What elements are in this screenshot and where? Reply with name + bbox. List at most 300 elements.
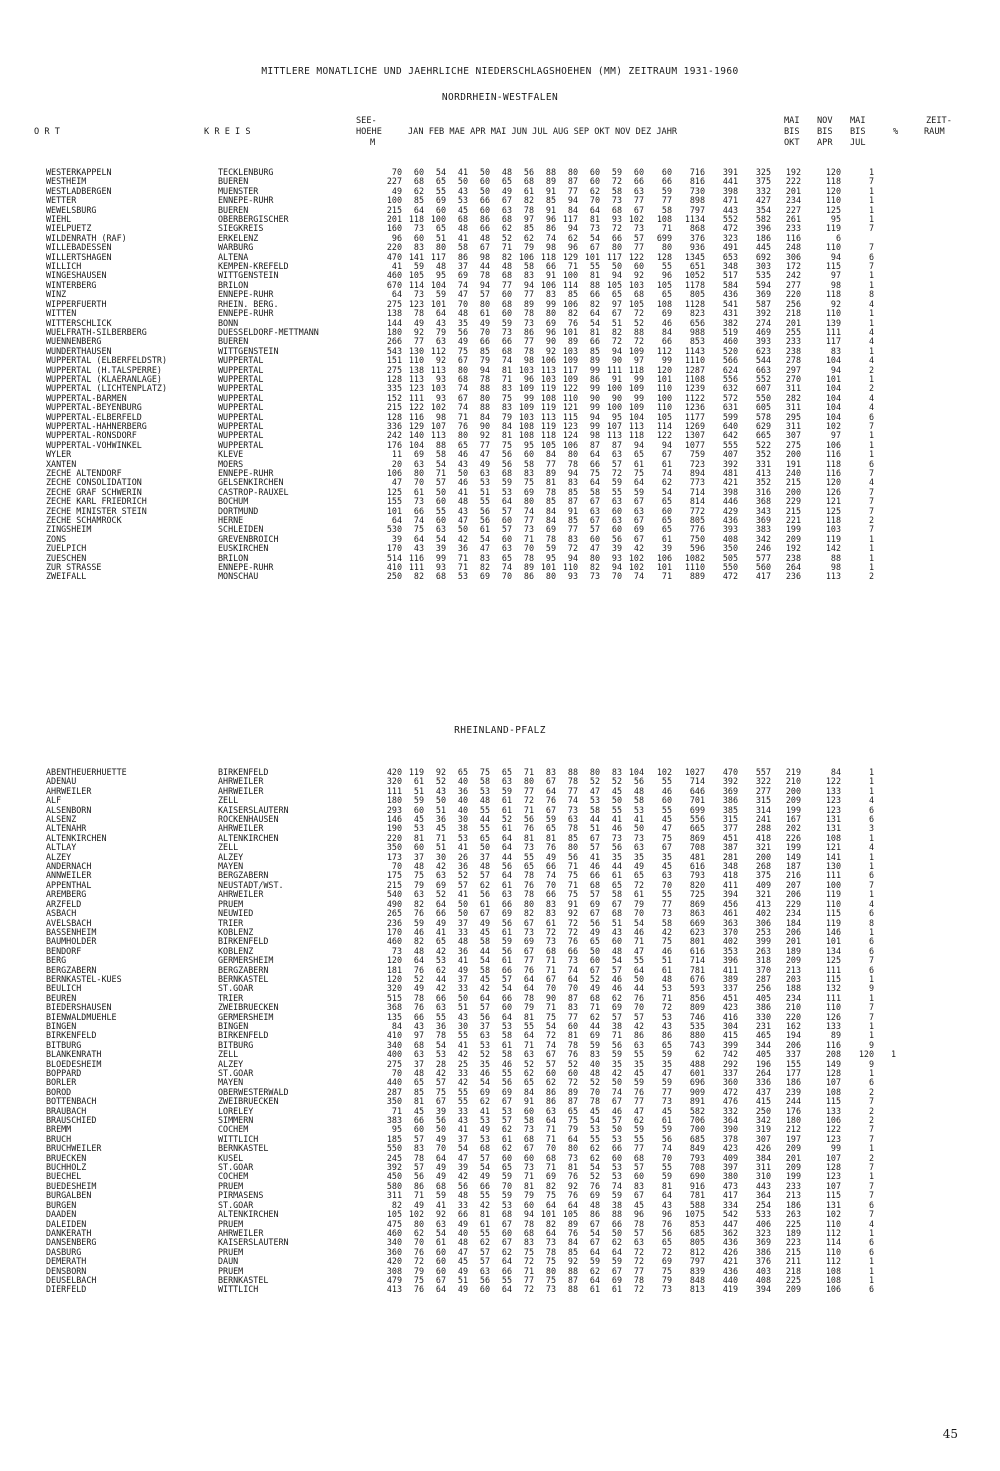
cell-ort: BREMM (46, 1125, 72, 1135)
cell-mai-okt: 451 (722, 833, 738, 843)
cell-mai: 70 (501, 572, 512, 582)
cell-okt: 61 (611, 1285, 622, 1295)
cell-elevation: 420 (386, 1257, 402, 1267)
cell-mai-okt: 447 (722, 1219, 738, 1229)
cell-mai: 60 (501, 1228, 512, 1238)
cell-aug: 87 (567, 1097, 578, 1107)
cell-ort: WIEHL (46, 215, 72, 225)
cell-jun: 52 (523, 1059, 534, 1069)
cell-nov: 46 (633, 927, 644, 937)
cell-mai: 61 (501, 824, 512, 834)
cell-mai-okt: 417 (722, 1191, 738, 1201)
cell-nov: 67 (633, 497, 644, 507)
cell-mai-jul: 248 (785, 243, 801, 253)
table-row (46, 1041, 896, 1050)
cell-mai-okt: 337 (722, 1069, 738, 1078)
cell-elevation: 101 (386, 506, 402, 516)
cell-jan: 65 (413, 1078, 424, 1088)
cell-elevation: 336 (386, 421, 402, 431)
cell-apr: 44 (479, 262, 490, 272)
cell-okt: 80 (611, 243, 622, 253)
cell-nov-apr: 418 (755, 833, 771, 843)
cell-mai-okt: 402 (722, 937, 738, 947)
cell-apr: 65 (479, 833, 490, 843)
cell-nov: 102 (628, 553, 644, 563)
cell-jan: 37 (413, 1059, 424, 1069)
cell-okt: 57 (611, 459, 622, 469)
cell-sep: 49 (589, 927, 600, 937)
table-row (46, 806, 896, 815)
cell-sep: 55 (589, 262, 600, 272)
cell-percent: 120 (825, 478, 841, 488)
cell-zeitraum: 7 (868, 1163, 874, 1173)
cell-ort: BUCHHOLZ (46, 1163, 87, 1173)
cell-okt: 51 (611, 918, 622, 928)
cell-kreis: ALZEY (218, 1059, 244, 1069)
cell-mai-jul: 234 (785, 993, 801, 1003)
cell-zeitraum: 4 (868, 299, 874, 309)
cell-percent: 94 (830, 365, 841, 375)
table-row (46, 271, 874, 280)
cell-okt: 94 (611, 346, 622, 356)
cell-aug: 80 (567, 450, 578, 460)
cell-aug: 88 (567, 1285, 578, 1295)
cell-nov-apr: 342 (755, 534, 771, 544)
cell-jan: 53 (413, 824, 424, 834)
cell-mai-okt: 436 (722, 290, 738, 300)
table-row (46, 290, 874, 299)
cell-mai: 67 (501, 1219, 512, 1229)
cell-kreis: SIMMERN (218, 1116, 254, 1126)
cell-nov: 52 (633, 318, 644, 328)
cell-ort: ZONS (46, 534, 67, 544)
cell-sep: 62 (589, 186, 600, 196)
cell-mai-jul: 189 (785, 1228, 801, 1238)
cell-aug: 94 (567, 553, 578, 563)
cell-aug: 74 (567, 965, 578, 975)
cell-apr: 67 (479, 909, 490, 919)
cell-nov-apr: 544 (755, 356, 771, 366)
cell-mae: 53 (457, 833, 468, 843)
cell-jul: 67 (545, 805, 556, 815)
cell-mai-jul: 188 (785, 984, 801, 994)
cell-jul: 72 (545, 1031, 556, 1041)
cell-jun: 89 (523, 563, 534, 573)
cell-jan: 129 (408, 421, 424, 431)
cell-kreis: BRILON (218, 280, 249, 290)
cell-nov: 109 (628, 384, 644, 394)
table-row (46, 1248, 896, 1257)
cell-jahr: 714 (689, 956, 705, 966)
cell-elevation: 293 (386, 805, 402, 815)
cell-elevation: 550 (386, 1144, 402, 1154)
cell-sep: 64 (589, 205, 600, 215)
cell-elevation: 95 (391, 1125, 402, 1135)
cell-sep: 61 (589, 1285, 600, 1295)
cell-percent: 120 (825, 168, 841, 177)
cell-ort: WUPPERTAL-BEYENBURG (46, 403, 142, 413)
cell-elevation: 128 (386, 412, 402, 422)
cell-okt: 82 (611, 327, 622, 337)
cell-nov: 77 (633, 196, 644, 206)
cell-mae: 48 (457, 309, 468, 319)
cell-okt: 72 (611, 469, 622, 478)
cell-nov-apr: 445 (755, 243, 771, 253)
cell-nov-apr: 306 (755, 918, 771, 928)
cell-jul: 63 (545, 1106, 556, 1116)
cell-okt: 73 (611, 196, 622, 206)
cell-jahr: 1027 (684, 768, 705, 777)
cell-ort: WUPPERTAL (H.TALSPERRE) (46, 365, 162, 375)
cell-percent: 104 (825, 384, 841, 394)
cell-ort: WILDENRATH (RAF) (46, 233, 127, 243)
cell-kreis: BERNKASTEL (218, 974, 269, 984)
cell-jan: 73 (413, 224, 424, 234)
cell-mai-okt: 541 (722, 299, 738, 309)
cell-feb: 67 (435, 1275, 446, 1285)
cell-aug: 85 (567, 290, 578, 300)
cell-percent: 102 (825, 421, 841, 431)
cell-jul: 81 (545, 833, 556, 843)
table-row (46, 824, 896, 833)
cell-ort: WINZ (46, 290, 67, 300)
cell-zeitraum: 2 (868, 384, 874, 394)
cell-aug: 92 (567, 1257, 578, 1267)
cell-mae: 43 (457, 506, 468, 516)
cell-ort: WEWELSBURG (46, 205, 97, 215)
cell-dez: 53 (661, 1012, 672, 1022)
cell-elevation: 320 (386, 984, 402, 994)
cell-zeitraum: 1 (868, 450, 874, 460)
cell-mai-okt: 407 (722, 450, 738, 460)
cell-kreis: ENNEPE-RUHR (218, 309, 274, 319)
cell-okt: 90 (611, 356, 622, 366)
cell-jul: 86 (545, 1087, 556, 1097)
cell-nov-apr: 246 (755, 544, 771, 554)
cell-apr: 47 (479, 450, 490, 460)
cell-jun: 73 (523, 525, 534, 535)
cell-jun: 67 (523, 1144, 534, 1154)
cell-aug: 81 (567, 1163, 578, 1173)
cell-jan: 105 (408, 271, 424, 281)
cell-ort: WINGESHAUSEN (46, 271, 107, 281)
cell-zeitraum: 1 (868, 280, 874, 290)
cell-ort: BOPPARD (46, 1069, 82, 1078)
cell-apr: 66 (479, 224, 490, 234)
cell-sep: 47 (589, 544, 600, 554)
cell-kreis: PRUEM (218, 1181, 244, 1191)
cell-sep: 80 (589, 553, 600, 563)
cell-percent: 133 (825, 1021, 841, 1031)
cell-percent: 113 (825, 572, 841, 582)
cell-percent: 128 (825, 1163, 841, 1173)
cell-elevation: 410 (386, 1031, 402, 1041)
cell-jun: 106 (518, 252, 534, 262)
cell-kreis: MOERS (218, 459, 244, 469)
cell-sep: 73 (589, 572, 600, 582)
cell-nov-apr: 196 (755, 1059, 771, 1069)
cell-feb: 51 (435, 805, 446, 815)
cell-mae: 49 (457, 1266, 468, 1276)
cell-nov: 42 (633, 1021, 644, 1031)
cell-elevation: 320 (386, 777, 402, 787)
cell-jun: 80 (523, 497, 534, 507)
cell-elevation: 96 (391, 233, 402, 243)
cell-okt: 64 (611, 1247, 622, 1257)
cell-jul: 86 (545, 224, 556, 234)
cell-nov-apr: 369 (755, 516, 771, 526)
cell-mai: 83 (501, 403, 512, 413)
cell-jahr: 812 (689, 1247, 705, 1257)
cell-mai-okt: 332 (722, 1106, 738, 1116)
cell-aug: 78 (567, 824, 578, 834)
cell-zeitraum: 1 (868, 374, 874, 384)
cell-apr: 63 (479, 469, 490, 478)
cell-mai-okt: 624 (722, 365, 738, 375)
cell-zeitraum: 7 (868, 1012, 874, 1022)
cell-jul: 118 (540, 431, 556, 441)
cell-elevation: 84 (391, 1021, 402, 1031)
cell-apr: 88 (479, 384, 490, 394)
cell-feb: 113 (430, 365, 446, 375)
cell-aug: 81 (567, 1031, 578, 1041)
cell-nov: 67 (633, 534, 644, 544)
cell-sep: 82 (589, 563, 600, 573)
cell-mae: 67 (457, 393, 468, 403)
cell-mai-jul: 239 (785, 1087, 801, 1097)
cell-aug: 88 (567, 768, 578, 777)
cell-jun: 86 (523, 327, 534, 337)
cell-jul: 67 (545, 777, 556, 787)
cell-mai-okt: 471 (722, 196, 738, 206)
cell-kreis: AHRWEILER (218, 1228, 264, 1238)
cell-mai: 60 (501, 309, 512, 319)
cell-mai: 65 (501, 553, 512, 563)
cell-dez: 73 (661, 1097, 672, 1107)
cell-zeitraum: 1 (868, 431, 874, 441)
cell-okt: 87 (611, 440, 622, 450)
cell-aug: 92 (567, 1181, 578, 1191)
cell-dez: 59 (661, 1050, 672, 1060)
cell-kreis: MONSCHAU (218, 572, 259, 582)
cell-nov: 70 (633, 909, 644, 919)
cell-dez: 45 (661, 1106, 672, 1116)
cell-mai: 66 (501, 337, 512, 347)
cell-zeitraum: 8 (868, 290, 874, 300)
cell-zeitraum: 6 (868, 459, 874, 469)
cell-nov-apr: 443 (755, 1181, 771, 1191)
cell-jan: 82 (413, 899, 424, 909)
cell-percent: 104 (825, 393, 841, 403)
cell-feb: 51 (435, 843, 446, 853)
cell-sep: 54 (589, 1228, 600, 1238)
cell-elevation: 308 (386, 1266, 402, 1276)
cell-kreis: ST.GOAR (218, 1200, 254, 1210)
cell-apr: 55 (479, 1191, 490, 1201)
table-row (46, 516, 874, 525)
cell-aug: 84 (567, 205, 578, 215)
cell-ort: ZECHE ALTENDORF (46, 469, 122, 478)
cell-nov: 72 (633, 309, 644, 319)
cell-jun: 73 (523, 843, 534, 853)
cell-jahr: 1110 (684, 356, 705, 366)
cell-percent: 110 (825, 899, 841, 909)
cell-mai-okt: 409 (722, 1153, 738, 1163)
cell-mai-jul: 233 (785, 337, 801, 347)
cell-sep: 80 (589, 768, 600, 777)
cell-zeitraum: 7 (868, 243, 874, 253)
cell-apr: 69 (479, 572, 490, 582)
cell-okt: 105 (606, 280, 622, 290)
cell-jan: 68 (413, 177, 424, 187)
cell-apr: 61 (479, 1219, 490, 1229)
table-row (46, 1013, 896, 1022)
cell-mai: 63 (501, 777, 512, 787)
cell-nov: 45 (633, 1069, 644, 1078)
cell-jahr: 781 (689, 965, 705, 975)
cell-zeitraum: 2 (868, 1116, 874, 1126)
cell-elevation: 64 (391, 290, 402, 300)
cell-mai: 69 (501, 1087, 512, 1097)
cell-mai-jul: 307 (785, 431, 801, 441)
cell-dez: 77 (661, 196, 672, 206)
cell-jul: 72 (545, 927, 556, 937)
cell-jahr: 556 (689, 815, 705, 825)
cell-jahr: 816 (689, 177, 705, 187)
cell-jan: 75 (413, 1275, 424, 1285)
cell-mae: 43 (457, 186, 468, 196)
cell-feb: 49 (435, 918, 446, 928)
table-row (46, 441, 874, 450)
cell-zeitraum: 1 (868, 1266, 874, 1276)
cell-nov: 67 (633, 1191, 644, 1201)
cell-nov: 42 (633, 544, 644, 554)
cell-mai-jul: 238 (785, 346, 801, 356)
cell-okt: 113 (606, 431, 622, 441)
cell-kreis: KOBLENZ (218, 927, 254, 937)
cell-dez: 60 (661, 506, 672, 516)
header-mai-okt-3: OKT (784, 138, 800, 148)
cell-mai-okt: 456 (722, 899, 738, 909)
cell-mae: 48 (457, 497, 468, 507)
cell-aug: 72 (567, 1078, 578, 1088)
cell-kreis: SIEGKREIS (218, 224, 264, 234)
cell-jun: 76 (523, 824, 534, 834)
cell-mai-okt: 555 (722, 440, 738, 450)
cell-mai: 71 (501, 374, 512, 384)
cell-jahr: 1128 (684, 299, 705, 309)
cell-percent: 111 (825, 327, 841, 337)
cell-jun: 77 (523, 786, 534, 796)
cell-percent: 97 (830, 431, 841, 441)
cell-nov-apr: 343 (755, 506, 771, 516)
cell-sep: 68 (589, 993, 600, 1003)
cell-apr: 56 (479, 506, 490, 516)
cell-jul: 73 (545, 1285, 556, 1295)
cell-aug: 105 (562, 1210, 578, 1220)
cell-mai-okt: 476 (722, 1097, 738, 1107)
cell-nov-apr: 375 (755, 871, 771, 881)
cell-mai-jul: 189 (785, 946, 801, 956)
cell-feb: 63 (435, 1219, 446, 1229)
cell-kreis: BIRKENFELD (218, 1031, 269, 1041)
cell-feb: 49 (435, 1163, 446, 1173)
cell-aug: 92 (567, 909, 578, 919)
cell-mai-jul: 233 (785, 224, 801, 234)
cell-jan: 76 (413, 1285, 424, 1295)
cell-mae: 39 (457, 1163, 468, 1173)
cell-jahr: 1178 (684, 280, 705, 290)
cell-dez: 77 (661, 899, 672, 909)
cell-mai-okt: 631 (722, 403, 738, 413)
cell-mae: 55 (457, 1031, 468, 1041)
table-row (46, 460, 874, 469)
cell-jun: 98 (523, 356, 534, 366)
cell-okt: 53 (611, 1172, 622, 1182)
cell-zeitraum: 6 (868, 1200, 874, 1210)
cell-kreis: GERMERSHEIM (218, 1012, 274, 1022)
cell-percent: 119 (825, 534, 841, 544)
cell-kreis: NEUWIED (218, 909, 254, 919)
cell-mai-jul: 200 (785, 487, 801, 497)
cell-jan: 74 (413, 516, 424, 526)
cell-nov-apr: 331 (755, 459, 771, 469)
cell-jan: 82 (413, 937, 424, 947)
cell-nov-apr: 352 (755, 478, 771, 488)
cell-nov: 57 (633, 1228, 644, 1238)
cell-mai-okt: 392 (722, 777, 738, 787)
cell-jun: 68 (523, 177, 534, 187)
cell-jul: 85 (545, 497, 556, 507)
cell-jan: 59 (413, 918, 424, 928)
table-row (46, 366, 874, 375)
cell-jun: 79 (523, 1191, 534, 1201)
cell-feb: 36 (435, 815, 446, 825)
cell-zeitraum: 1 (868, 309, 874, 319)
cell-jahr: 880 (689, 1031, 705, 1041)
cell-percent: 111 (825, 871, 841, 881)
cell-feb: 66 (435, 993, 446, 1003)
cell-aug: 78 (567, 1040, 578, 1050)
cell-apr: 56 (479, 1275, 490, 1285)
cell-sep: 63 (589, 506, 600, 516)
cell-dez: 76 (661, 1219, 672, 1229)
cell-feb: 80 (435, 243, 446, 253)
cell-mae: 30 (457, 1021, 468, 1031)
cell-nov: 65 (633, 871, 644, 881)
cell-dez: 112 (656, 346, 672, 356)
cell-jahr: 588 (689, 1200, 705, 1210)
cell-mai-okt: 382 (722, 318, 738, 328)
cell-mai: 53 (501, 487, 512, 497)
cell-apr: 50 (479, 843, 490, 853)
cell-apr: 55 (479, 497, 490, 507)
cell-zeitraum: 1 (868, 1021, 874, 1031)
cell-mai: 83 (501, 384, 512, 394)
cell-nov-apr: 287 (755, 974, 771, 984)
cell-mae: 50 (457, 177, 468, 187)
cell-mai-okt: 350 (722, 544, 738, 554)
cell-jun: 80 (523, 899, 534, 909)
cell-mai: 66 (501, 965, 512, 975)
cell-dez: 43 (661, 1021, 672, 1031)
cell-zeitraum: 9 (868, 1040, 874, 1050)
table-row (46, 422, 874, 431)
cell-zeitraum: 1 (868, 768, 874, 777)
cell-dez: 60 (661, 796, 672, 806)
cell-jan: 61 (413, 487, 424, 497)
cell-jul: 73 (545, 1238, 556, 1248)
